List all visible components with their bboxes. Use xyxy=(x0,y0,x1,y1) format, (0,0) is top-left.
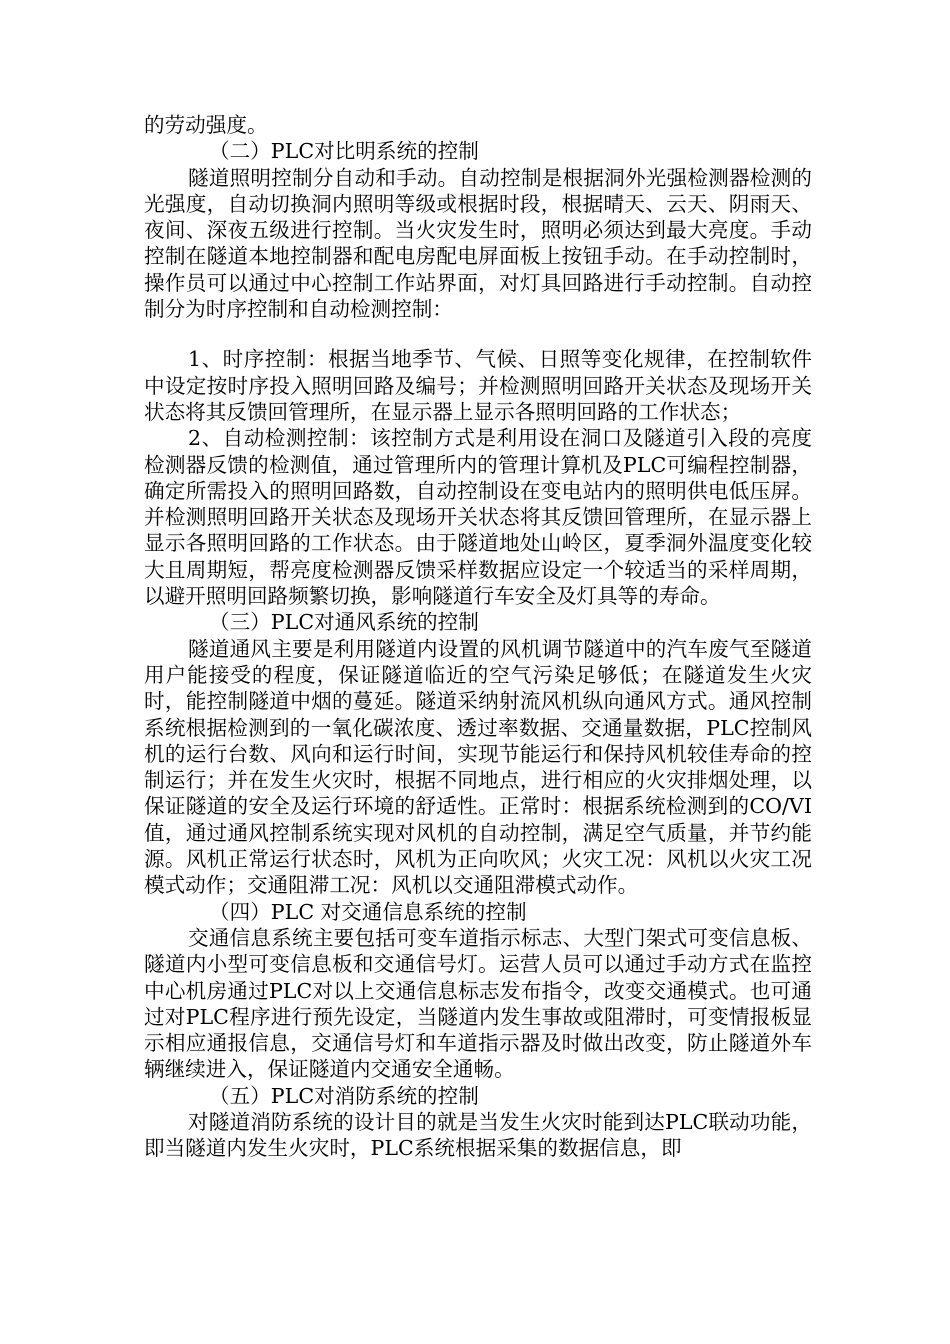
paragraph-gap xyxy=(144,322,812,346)
section-heading-fire: （五）PLC对消防系统的控制 xyxy=(209,1083,479,1108)
section-heading-lighting: （二）PLC对比明系统的控制 xyxy=(209,139,479,164)
section-heading-traffic-info: （四）PLC 对交通信息系统的控制 xyxy=(209,899,527,924)
document-page xyxy=(144,112,812,1162)
section-heading-ventilation: （三）PLC对通风系统的控制 xyxy=(209,610,479,635)
paragraph-timing-control: 1、时序控制：根据当地季节、气候、日照等变化规律，在控制软件中设定按时序投入照明回路及编号；并检测照明回路开关状态及现场开关状态将其反馈回管理所，在显示器上显示各照明回路的工作状态； xyxy=(144,347,812,424)
paragraph-traffic-info-control: 交通信息系统主要包括可变车道指示标志、大型门架式可变信息板、隧道内小型可变信息板和交通信号灯。运营人员可以通过手动方式在监控中心机房通过PLC对以上交通信息标志发布指令，改变交通模式。也可通过对PLC程序进行预先设定，当隧道内发生事故或阻滞时，可变情报板显示相应通报信息，交通信号灯和车道指示器及时做出改变，防止隧道外车辆继续进入，保证隧道内交通安全通畅。 xyxy=(144,925,812,1082)
paragraph-lighting-control: 隧道照明控制分自动和手动。自动控制是根据洞外光强检测器检测的光强度，自动切换洞内照明等级或根据时段，根据晴天、云天、阴雨天、夜间、深夜五级进行控制。当火灾发生时，照明必须达到最大亮度。手动控制在隧道本地控制器和配电房配电屏面板上按钮手动。在手动控制时，操作员可以通过中心控制工作站界面，对灯具回路进行手动控制。自动控制分为时序控制和自动检测控制： xyxy=(144,165,812,322)
paragraph-auto-detect-control: 2、自动检测控制：该控制方式是利用设在洞口及隧道引入段的亮度检测器反馈的检测值，通过管理所内的管理计算机及PLC可编程控制器，确定所需投入的照明回路数，自动控制设在变电站内的照明供电低压屏。并检测照明回路开关状态及现场开关状态将其反馈回管理所，在显示器上显示各照明回路的工作状态。由于隧道地处山岭区，夏季洞外温度变化较大且周期短，帮亮度检测器反馈采样数据应设定一个较适当的采样周期，以避开照明回路频繁切换，影响隧道行车安全及灯具等的寿命。 xyxy=(144,426,812,609)
paragraph-ventilation-control: 隧道通风主要是利用隧道内设置的风机调节隧道中的汽车废气至隧道用户能接受的程度，保证隧道临近的空气污染足够低；在隧道发生火灾时，能控制隧道中烟的蔓延。隧道采纳射流风机纵向通风方式。通风控制系统根据检测到的一氧化碳浓度、透过率数据、交通量数据，PLC控制风机的运行台数、风向和运行时间，实现节能运行和保持风机较佳寿命的控制运行；并在发生火灾时，根据不同地点，进行相应的火灾排烟处理，以保证隧道的安全及运行环境的舒适性。正常时：根据系统检测到的CO/VI值，通过通风控制系统实现对风机的自动控制，满足空气质量，并节约能源。风机正常运行状态时，风机为正向吹风；火灾工况：风机以火灾工况模式动作；交通阻滞工况：风机以交通阻滞模式动作。 xyxy=(144,636,812,898)
paragraph-continuation: 的劳动强度。 xyxy=(144,113,268,137)
paragraph-fire-control: 对隧道消防系统的设计目的就是当发生火灾时能到达PLC联动功能，即当隧道内发生火灾时，PLC系统根据采集的数据信息，即 xyxy=(144,1109,812,1161)
